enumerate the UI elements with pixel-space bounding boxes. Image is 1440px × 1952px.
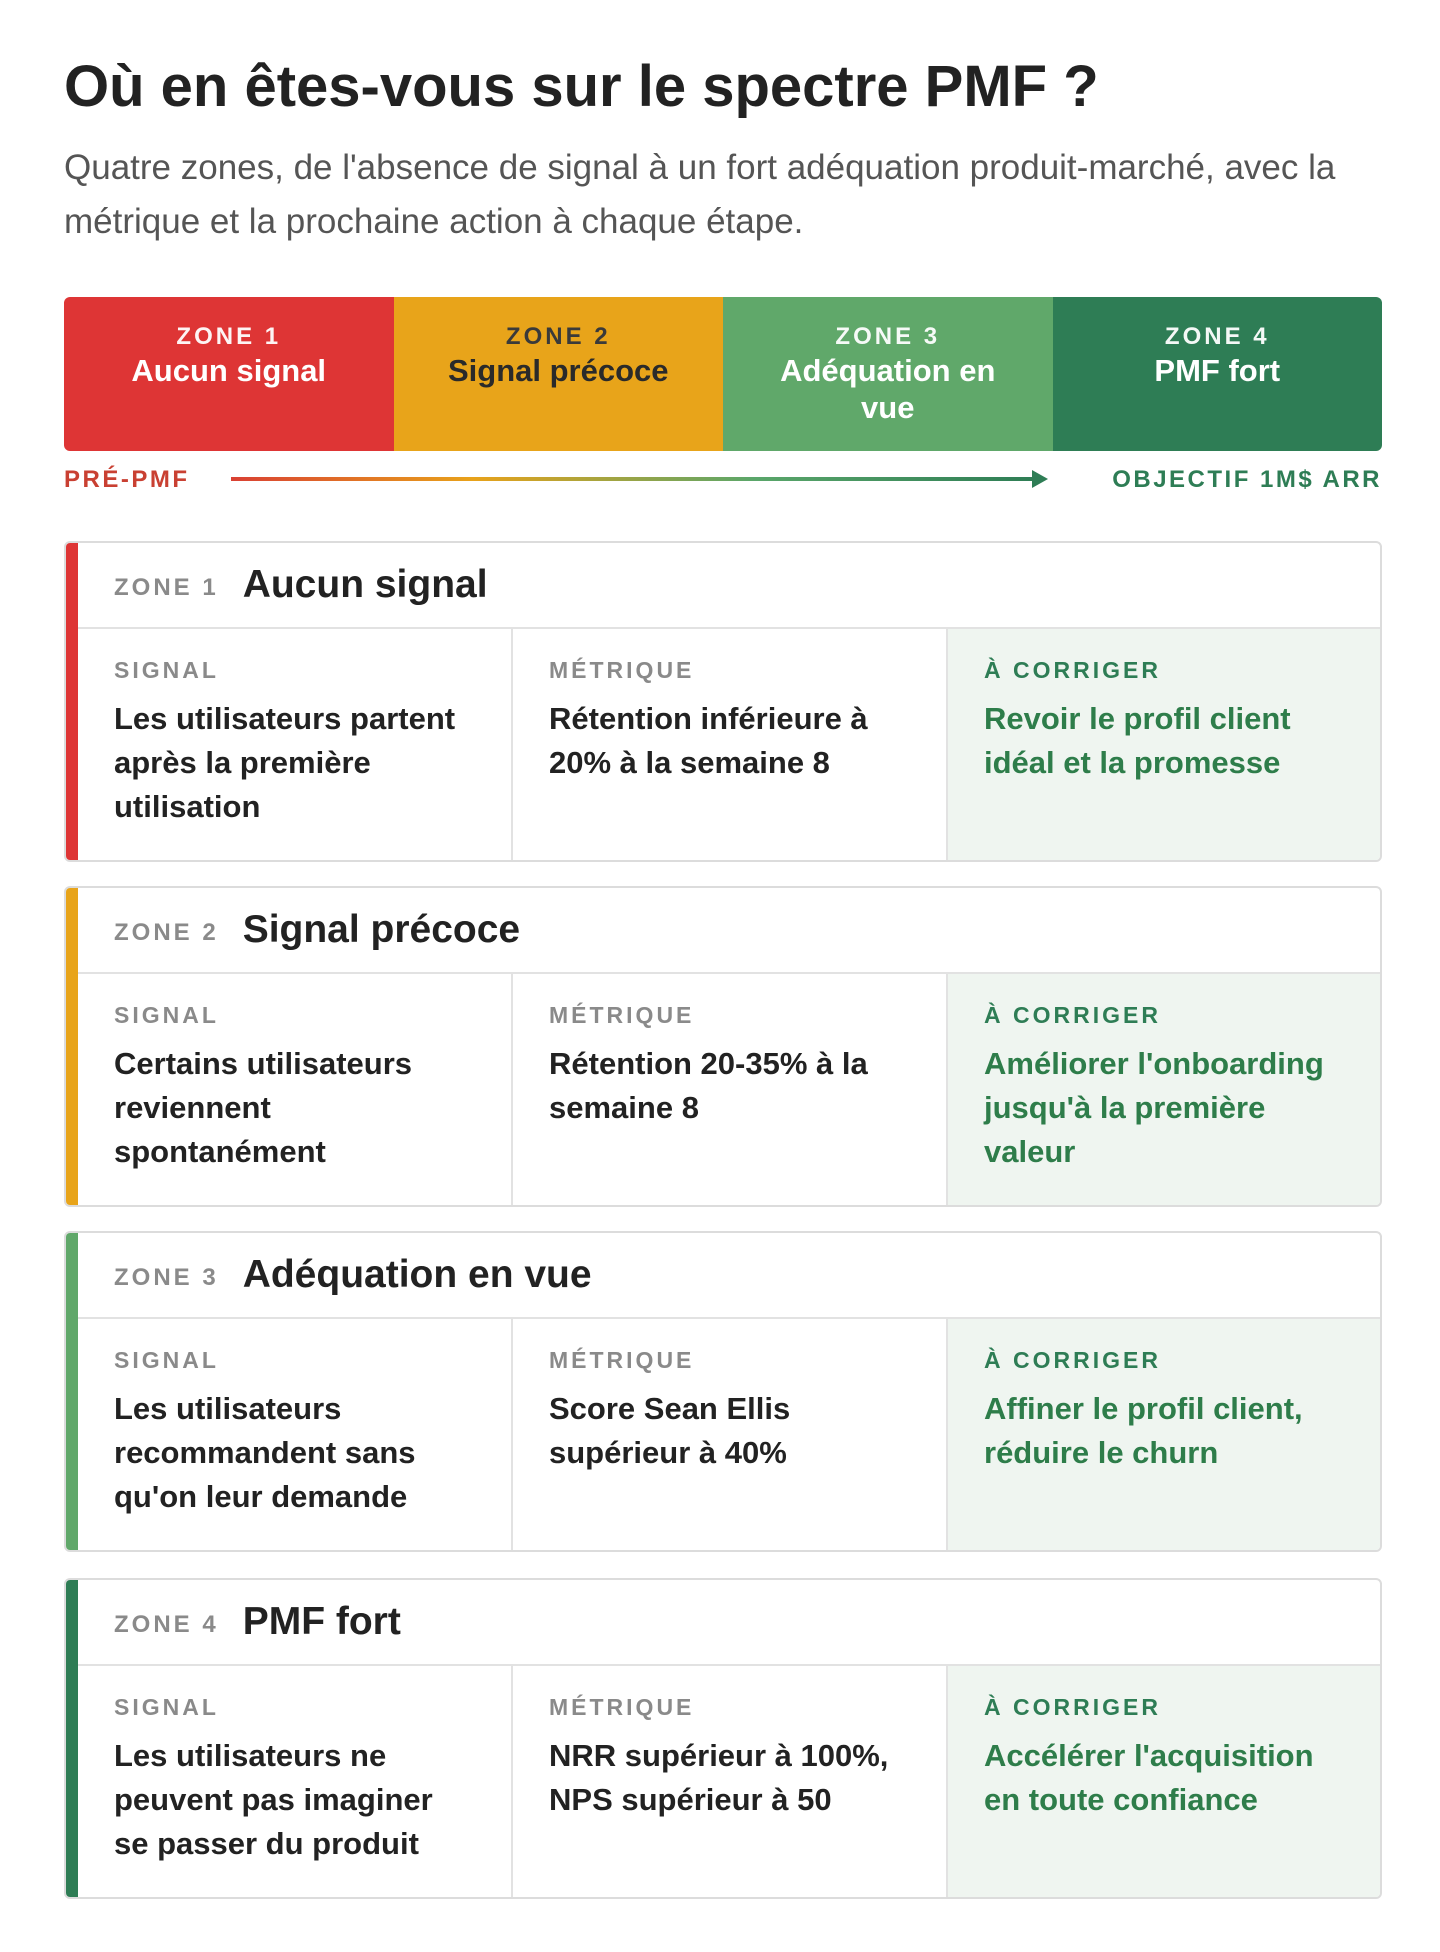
fix-column bbox=[948, 974, 1380, 1205]
zone-card-body bbox=[78, 1319, 1380, 1550]
metric-label: MÉTRIQUE bbox=[549, 1002, 695, 1028]
signal-label: SIGNAL bbox=[114, 657, 219, 683]
fix-text: Améliorer l'onboarding jusqu'à la première valeur bbox=[984, 1046, 1324, 1169]
fix-column bbox=[948, 1666, 1380, 1897]
spectrum-segment-zone-4 bbox=[1053, 297, 1383, 451]
fix-label: À CORRIGER bbox=[984, 1347, 1161, 1373]
metric-text: NRR supérieur à 100%, NPS supérieur à 50 bbox=[549, 1738, 889, 1817]
metric-text: Rétention inférieure à 20% à la semaine 8 bbox=[549, 701, 868, 780]
metric-column bbox=[513, 629, 948, 860]
zone-card-header bbox=[78, 1580, 1380, 1666]
zone-card-header bbox=[78, 888, 1380, 974]
fix-label: À CORRIGER bbox=[984, 1694, 1161, 1720]
spectrum-segment-zone-1 bbox=[64, 297, 394, 451]
axis-end-label: OBJECTIF 1M$ ARR bbox=[1112, 466, 1382, 493]
signal-text: Les utilisateurs ne peuvent pas imaginer se passer du produit bbox=[114, 1738, 433, 1861]
signal-label: SIGNAL bbox=[114, 1694, 219, 1720]
spectrum-segment-zone-label: ZONE 1 bbox=[176, 323, 282, 350]
zone-card-body bbox=[78, 629, 1380, 860]
signal-column bbox=[78, 974, 513, 1205]
spectrum-segment-zone-2 bbox=[394, 297, 724, 451]
spectrum-segment-zone-label: ZONE 4 bbox=[1164, 323, 1270, 350]
spectrum-segment-zone-label: ZONE 2 bbox=[505, 323, 611, 350]
spectrum-axis bbox=[64, 462, 1382, 498]
signal-column bbox=[78, 629, 513, 860]
fix-text: Accélérer l'acquisition en toute confiance bbox=[984, 1738, 1314, 1817]
signal-label: SIGNAL bbox=[114, 1002, 219, 1028]
metric-label: MÉTRIQUE bbox=[549, 1694, 695, 1720]
zone-card-zone-label: ZONE 3 bbox=[114, 1264, 219, 1291]
spectrum-segment-name: Aucun signal bbox=[131, 353, 327, 388]
metric-text: Score Sean Ellis supérieur à 40% bbox=[549, 1391, 791, 1470]
zone-accent-bar bbox=[66, 888, 78, 1205]
spectrum-segment-name: Adéquation en vue bbox=[780, 353, 996, 425]
zone-card-title: Adéquation en vue bbox=[242, 1253, 592, 1296]
zone-card-title: Signal précoce bbox=[242, 908, 521, 951]
signal-column bbox=[78, 1319, 513, 1550]
metric-label: MÉTRIQUE bbox=[549, 1347, 695, 1373]
zone-card-zone-label: ZONE 4 bbox=[114, 1611, 219, 1638]
zone-card-header bbox=[78, 543, 1380, 629]
signal-text: Les utilisateurs partent après la première utilisation bbox=[114, 701, 456, 824]
metric-label: MÉTRIQUE bbox=[549, 657, 695, 683]
signal-label: SIGNAL bbox=[114, 1347, 219, 1373]
spectrum-segment-name: Signal précoce bbox=[447, 353, 669, 388]
metric-text: Rétention 20-35% à la semaine 8 bbox=[549, 1046, 868, 1125]
zone-card-zone-label: ZONE 1 bbox=[114, 574, 219, 601]
fix-column bbox=[948, 1319, 1380, 1550]
zone-card-body bbox=[78, 1666, 1380, 1897]
zone-accent-bar bbox=[66, 1233, 78, 1550]
fix-text: Revoir le profil client idéal et la promesse bbox=[984, 701, 1291, 780]
signal-text: Les utilisateurs recommandent sans qu'on leur demande bbox=[114, 1391, 416, 1514]
spectrum-segment-zone-3 bbox=[723, 297, 1053, 451]
zone-card-header bbox=[78, 1233, 1380, 1319]
fix-column bbox=[948, 629, 1380, 860]
spectrum-segment-name: PMF fort bbox=[1154, 353, 1281, 388]
signal-column bbox=[78, 1666, 513, 1897]
zone-card-1 bbox=[64, 541, 1382, 862]
page-subtitle: Quatre zones, de l'absence de signal à un fort adéquation produit-marché, avec la métrique et la prochaine action à chaque étape. bbox=[64, 148, 1336, 241]
axis-start-label: PRÉ-PMF bbox=[64, 466, 190, 493]
zone-card-title: PMF fort bbox=[242, 1600, 401, 1643]
zone-card-title: Aucun signal bbox=[242, 563, 488, 606]
zone-card-2 bbox=[64, 886, 1382, 1207]
page-title: Où en êtes-vous sur le spectre PMF ? bbox=[64, 54, 1099, 119]
zone-card-zone-label: ZONE 2 bbox=[114, 919, 219, 946]
pmf-spectrum-bar bbox=[64, 297, 1382, 451]
spectrum-segment-zone-label: ZONE 3 bbox=[835, 323, 941, 350]
fix-label: À CORRIGER bbox=[984, 657, 1161, 683]
metric-column bbox=[513, 974, 948, 1205]
arrow-head-icon bbox=[1032, 470, 1048, 488]
signal-text: Certains utilisateurs reviennent spontanément bbox=[114, 1046, 413, 1169]
metric-column bbox=[513, 1319, 948, 1550]
zone-card-4 bbox=[64, 1578, 1382, 1899]
metric-column bbox=[513, 1666, 948, 1897]
zone-card-3 bbox=[64, 1231, 1382, 1552]
fix-label: À CORRIGER bbox=[984, 1002, 1161, 1028]
fix-text: Affiner le profil client, réduire le churn bbox=[984, 1391, 1303, 1470]
zone-accent-bar bbox=[66, 1580, 78, 1897]
zone-card-body bbox=[78, 974, 1380, 1205]
zone-accent-bar bbox=[66, 543, 78, 860]
gradient-arrow-line bbox=[231, 477, 1036, 481]
